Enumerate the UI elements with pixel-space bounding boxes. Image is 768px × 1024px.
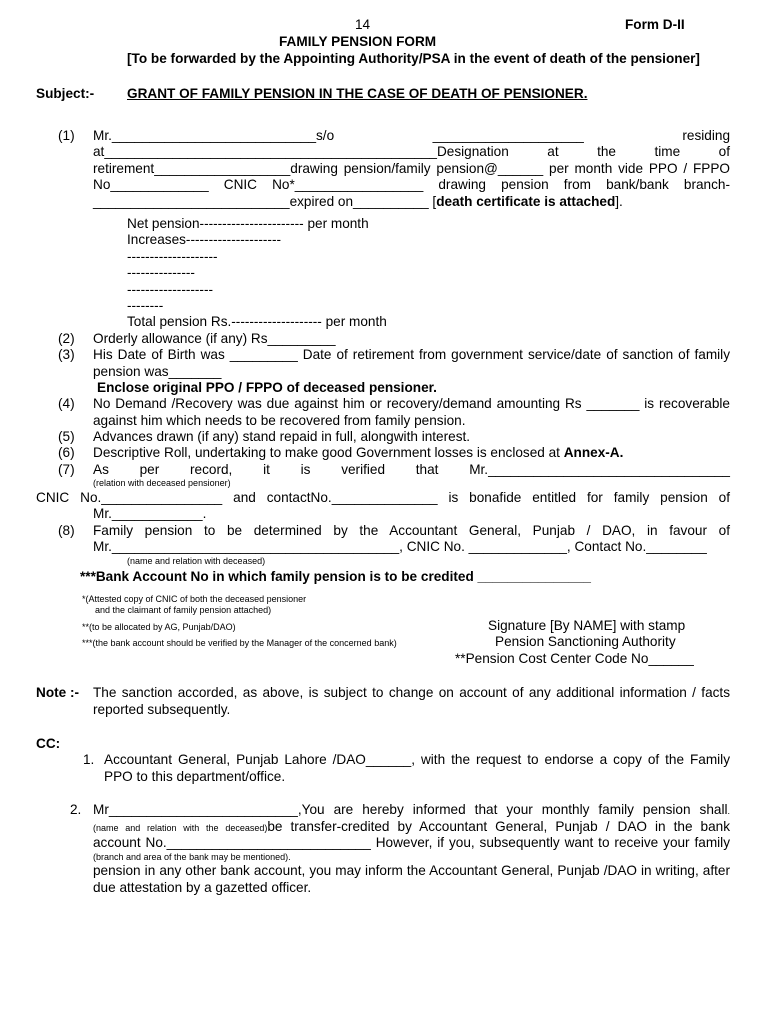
- note-label: Note :-: [36, 685, 80, 700]
- item-4: No Demand /Recovery was due against him or recovery/demand amounting Rs _______ is recoverable against him which needs to be recovered from family pension.: [93, 396, 730, 428]
- item-number-4: (4): [58, 396, 75, 411]
- item-number-1: (1): [58, 128, 75, 143]
- form-code: Form D-II: [625, 17, 685, 32]
- item-number-5: (5): [58, 429, 75, 444]
- sanctioning-authority: Pension Sanctioning Authority: [495, 634, 676, 649]
- cc-number-2: 2.: [70, 802, 82, 817]
- item-6: [93, 445, 623, 460]
- item-number-8: (8): [58, 523, 75, 538]
- item-number-3: (3): [58, 347, 75, 362]
- item-1-line-5: [93, 194, 623, 209]
- footnote-2: **(to be allocated by AG, Punjab/DAO): [82, 622, 236, 632]
- item-8-note: (name and relation with deceased): [127, 556, 266, 566]
- cc-label: CC:: [36, 736, 61, 751]
- cc-item-2-note-2: (branch and area of the bank may be mentioned).: [93, 852, 291, 862]
- note-text: The sanction accorded, as above, is subject to change on account of any additional information / facts reported subsequently.: [93, 685, 730, 717]
- item-8-line-1: Family pension to be determined by the Accountant General, Punjab / DAO, in favour of: [93, 523, 730, 538]
- footnote-1a: *(Attested copy of CNIC of both the deceased pensioner: [82, 594, 307, 604]
- item-1-line-4: No_____________ CNIC No*_________________ drawing pension from bank/bank branch-: [93, 177, 730, 192]
- item-8-line-2: Mr.______________________________________, CNIC No. _____________, Contact No.________: [93, 539, 707, 554]
- footnote-1b: and the claimant of family pension attached): [95, 605, 272, 615]
- total-pension: Total pension Rs.-------------------- per month: [127, 314, 387, 329]
- item-number-6: (6): [58, 445, 75, 460]
- annex-a: Annex-A.: [563, 445, 624, 460]
- page-number: 14: [355, 17, 371, 32]
- item-7-line-1: As per record, it is verified that Mr.________________________________: [93, 462, 730, 477]
- form-subtitle: [To be forwarded by the Appointing Authority/PSA in the event of death of the pensioner]: [127, 51, 700, 66]
- cc-item-2-note-1: (name and relation with the deceased): [93, 823, 268, 833]
- subject-text: GRANT OF FAMILY PENSION IN THE CASE OF DEATH OF PENSIONER.: [127, 86, 588, 101]
- cc-item-2-line-4: pension in any other bank account, you may inform the Accountant General, Punjab /DAO in writing, after due attestation by a gazetted officer.: [93, 863, 730, 895]
- cc-item-2-line-3: account No.___________________________ However, if you, subsequently want to receive your family: [93, 835, 730, 850]
- cc-item-2-line-1-dot: .: [727, 806, 730, 816]
- dash-line-4: --------: [127, 298, 164, 313]
- bank-account-line: ***Bank Account No in which family pension is to be credited _______________: [80, 569, 591, 584]
- increases: Increases---------------------: [127, 232, 281, 247]
- cc-item-2-line-1-text: Mr_________________________,You are hereby informed that your monthly family pension shall: [93, 802, 728, 817]
- net-pension: Net pension----------------------- per month: [127, 216, 369, 231]
- enclose-ppo-note: Enclose original PPO / FPPO of deceased pensioner.: [97, 380, 437, 395]
- dash-line-3: -------------------: [127, 282, 214, 297]
- form-title: FAMILY PENSION FORM: [279, 34, 437, 49]
- item-number-7: (7): [58, 462, 75, 477]
- item-7-line-3: Mr.____________.: [93, 506, 207, 521]
- item-1-line-5-c: ].: [615, 194, 623, 209]
- dash-line-1: --------------------: [127, 249, 218, 264]
- cc-number-1: 1.: [83, 752, 95, 767]
- cc-item-2-line-2-text: be transfer-credited by Accountant General, Punjab / DAO in the bank: [267, 819, 731, 834]
- item-7-line-2: CNIC No.________________ and contactNo.______________ is bonafide entitled for family pension of: [36, 490, 730, 505]
- item-1-line-2: at____________________________________________Designation at the time of: [93, 144, 730, 159]
- footnote-3: ***(the bank account should be verified by the Manager of the concerned bank): [82, 638, 397, 648]
- cost-center-code: **Pension Cost Center Code No______: [455, 651, 694, 666]
- item-1-line-3: retirement__________________drawing pension/family pension@______ per month vide PPO / FPPO: [93, 161, 730, 176]
- signature-line: Signature [By NAME] with stamp: [488, 618, 686, 633]
- subject-label: Subject:-: [36, 86, 95, 101]
- item-number-2: (2): [58, 331, 75, 346]
- dash-line-2: ---------------: [127, 265, 195, 280]
- item-7-note: (relation with deceased pensioner): [93, 478, 231, 488]
- item-5: Advances drawn (if any) stand repaid in full, alongwith interest.: [93, 429, 471, 444]
- item-2: Orderly allowance (if any) Rs_________: [93, 331, 336, 346]
- death-certificate-note: death certificate is attached: [436, 194, 616, 209]
- item-1-line-1: Mr.___________________________s/o ____________________ residing: [93, 128, 730, 143]
- cc-item-2-line-2: [93, 819, 730, 834]
- item-6-text: Descriptive Roll, undertaking to make good Government losses is enclosed at: [93, 445, 564, 460]
- cc-item-2-line-1: [93, 802, 730, 817]
- cc-item-1: Accountant General, Punjab Lahore /DAO______, with the request to endorse a copy of the Family PPO to this department/office.: [104, 752, 730, 784]
- item-3: His Date of Birth was _________ Date of retirement from government service/date of sanction of family pension was_______: [93, 347, 730, 379]
- item-1-line-5-a: __________________________expired on__________ [: [93, 194, 437, 209]
